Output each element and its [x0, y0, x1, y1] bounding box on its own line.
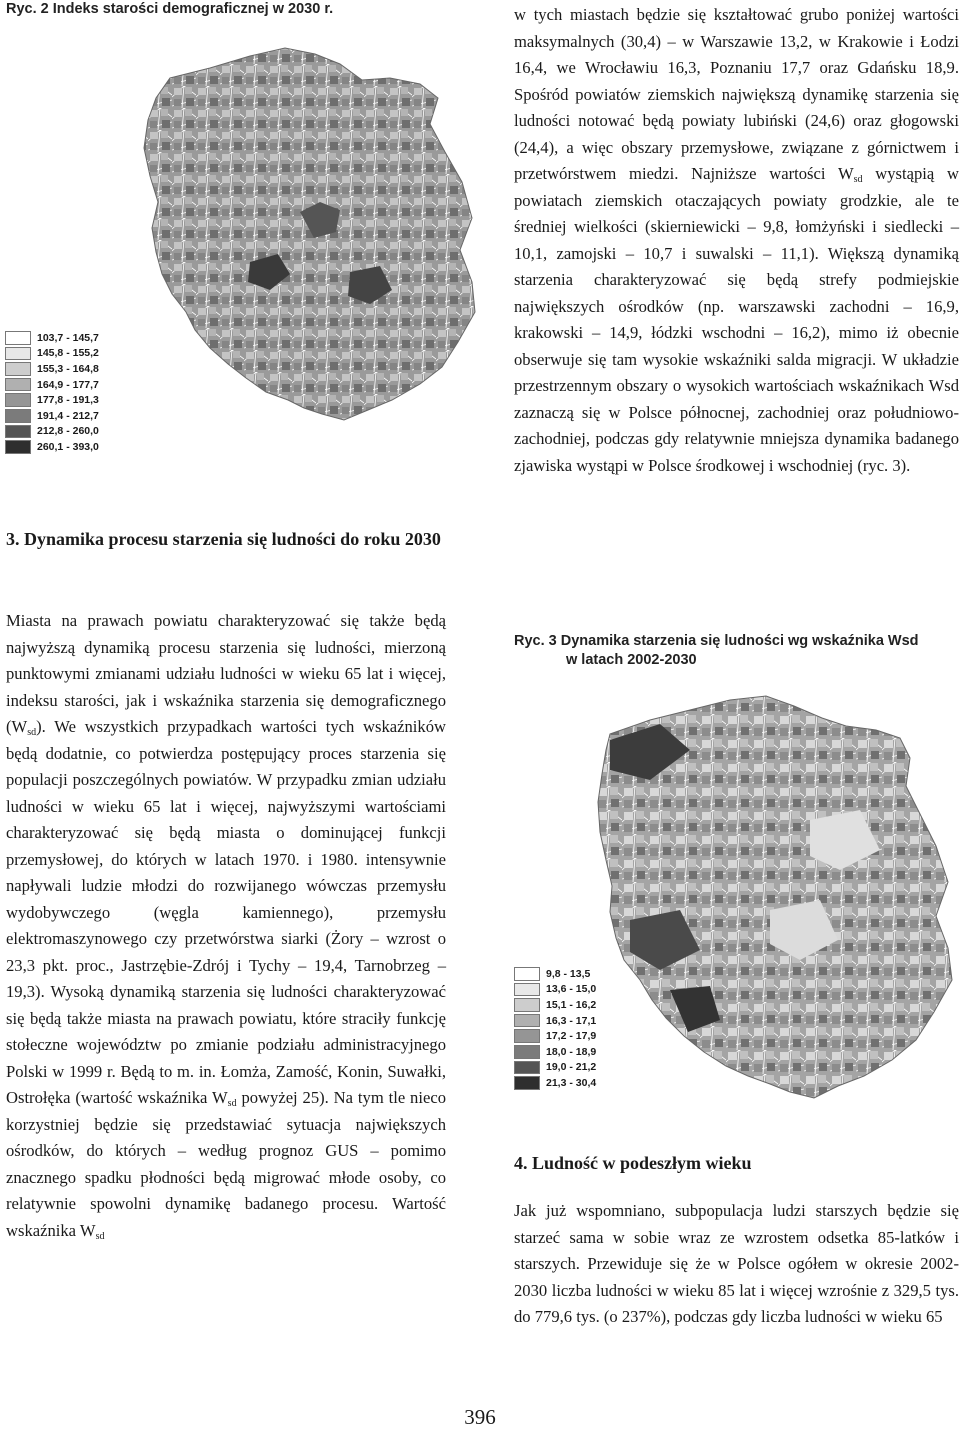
- legend-swatch: [514, 1014, 540, 1028]
- legend-swatch: [5, 378, 31, 392]
- figure-2-caption: Ryc. 2 Indeks starości demograficznej w 2030 r.: [6, 1, 334, 17]
- legend-swatch: [514, 1045, 540, 1059]
- poland-outline: [144, 48, 475, 420]
- figure-3-legend: [514, 966, 596, 1091]
- legend-item: 17,2 - 17,9: [514, 1028, 596, 1044]
- legend-swatch: [5, 347, 31, 361]
- legend-item: 145,8 - 155,2: [5, 346, 99, 362]
- legend-item: 191,4 - 212,7: [5, 408, 99, 424]
- legend-swatch: [5, 425, 31, 439]
- figure-2-map: [100, 42, 480, 460]
- legend-swatch: [514, 998, 540, 1012]
- section-3-paragraph: Miasta na prawach powiatu charakteryzować się także będą najwyższą dynamiką procesu starzenia się ludności, mierzoną punktowymi zmianami udziału ludności w wieku 65 lat i więcej, indeksu starości, jak i wskaźnika starzenia się demograficznego $(W_{sd})$. We wszystkich przypadkach wartości tych wskaźników będą dodatnie, co potwierdza postępujący proces starzenia się populacji poszczególnych powiatów. W przypadku zmian udziału ludności w wieku 65 lat i więcej, najwyższymi wartościami charakteryzować się będą miasta o dominującej funkcji przemysłowej, do których w latach 1970. i 1980. intensywnie napływali ludzie młodzi do rozwijanego wówczas przemysłu wydobywczego (węgla kamiennego), przemysłu elektromaszynowego czy przetwórstwa siarki (Żory – wzrost o 23,3 pkt. proc., Jastrzębie-Zdrój i Tychy – 19,4, Tarnobrzeg – 19,3). Wysoką dynamiką starzenia się ludności charakteryzować się będą także miasta na prawach powiatu, które straciły funkcję stołeczne województw po zmianie podziału administracyjnego Polski w 1999 r. Będą to m. in. Łomża, Zamość, Konin, Suwałki, Ostrołęka (wartość wskaźnika $W_{sd}$ powyżej 25). Na tym tle nieco korzystniej będzie się przedstawiać sytuacja największych ośrodków, do których – według prognoz GUS – pomimo znacznego spadku płodności będą migrować młode osoby, co relatywnie spowolni dynamikę badanego procesu. Wartość wskaźnika $W_{sd}$: [6, 611, 446, 1242]
- legend-swatch: [514, 983, 540, 997]
- legend-item: 15,1 - 16,2: [514, 997, 596, 1013]
- legend-item: 13,6 - 15,0: [514, 982, 596, 998]
- legend-swatch: [5, 440, 31, 454]
- legend-swatch: [514, 1061, 540, 1075]
- legend-swatch: [514, 967, 540, 981]
- section-3-heading: 3. Dynamika procesu starzenia się ludności do roku 2030: [6, 529, 441, 549]
- legend-swatch: [514, 1076, 540, 1090]
- legend-item: 16,3 - 17,1: [514, 1013, 596, 1029]
- legend-swatch: [5, 393, 31, 407]
- legend-item: 19,0 - 21,2: [514, 1060, 596, 1076]
- section-4-heading: 4. Ludność w podeszłym wieku: [514, 1153, 752, 1173]
- legend-item: 21,3 - 30,4: [514, 1075, 596, 1091]
- legend-swatch: [5, 331, 31, 345]
- page-number: 396: [464, 1405, 496, 1429]
- legend-swatch: [5, 409, 31, 423]
- legend-item: 103,7 - 145,7: [5, 330, 99, 346]
- figure-2-legend: [5, 330, 99, 455]
- legend-item: 18,0 - 18,9: [514, 1044, 596, 1060]
- legend-swatch: [514, 1029, 540, 1043]
- legend-item: 260,1 - 393,0: [5, 439, 99, 455]
- legend-swatch: [5, 362, 31, 376]
- figure-3-caption: Ryc. 3 Dynamika starzenia się ludności wg wskaźnika Wsd w latach 2002-2030: [514, 633, 919, 668]
- legend-item: 212,8 - 260,0: [5, 424, 99, 440]
- legend-item: 9,8 - 13,5: [514, 966, 596, 982]
- legend-item: 155,3 - 164,8: [5, 361, 99, 377]
- legend-item: 164,9 - 177,7: [5, 377, 99, 393]
- legend-item: 177,8 - 191,3: [5, 392, 99, 408]
- figure-3-map: [570, 690, 960, 1120]
- section-4-paragraph: Jak już wspomniano, subpopulacja ludzi starszych będzie się starzeć sama w sobie wraz ze wzrostem odsetka 85-latków i starszych. Przewiduje się że w Polsce ogółem w okresie 2002-2030 liczba ludności w wieku 85 lat i więcej wzrośnie z 329,5 tys. do 779,6 tys. (o 237%), podczas gdy liczba ludności w wieku 65: [514, 1201, 959, 1326]
- section-3-continued-paragraph: w tych miastach będzie się kształtować grubo poniżej wartości maksymalnych (30,4) – w Warszawie 13,2, w Krakowie i Łodzi 16,4, we Wrocławiu 16,3, Poznaniu 17,7 oraz Gdańsku 18,9. Spośród powiatów ziemskich największą dynamikę starzenia się ludności notować będą powiaty lubiński (24,6) oraz głogowski (24,4), a więc obszary przemysłowe, związane z górnictwem i przetwórstwem miedzi. Najniższe wartości $W_{sd}$ wystąpią w powiatach ziemskich otaczających powiaty grodzkie, ale te średniej wielkości (skierniewicki – 9,8, łomżyński i siedlecki – 10,1, zamojski – 10,7 i suwalski – 11,1). Większą dynamiką starzenia charakteryzować się będą strefy podmiejskie największych ośrodków (np. warszawski zachodni – 16,9, krakowski – 14,9, łódzki wschodni – 16,2), mimo iż obecnie obserwuje się tam wysokie wskaźniki salda migracji. W układzie przestrzennym obszary o wysokich wartościach wskaźnikach Wsd zaznaczą się w Polsce północnej, zachodniej oraz południowo-zachodniej, podczas gdy relatywnie mniejsza dynamika badanego zjawiska wystąpi w Polsce środkowej i wschodniej (ryc. 3).: [514, 5, 959, 475]
